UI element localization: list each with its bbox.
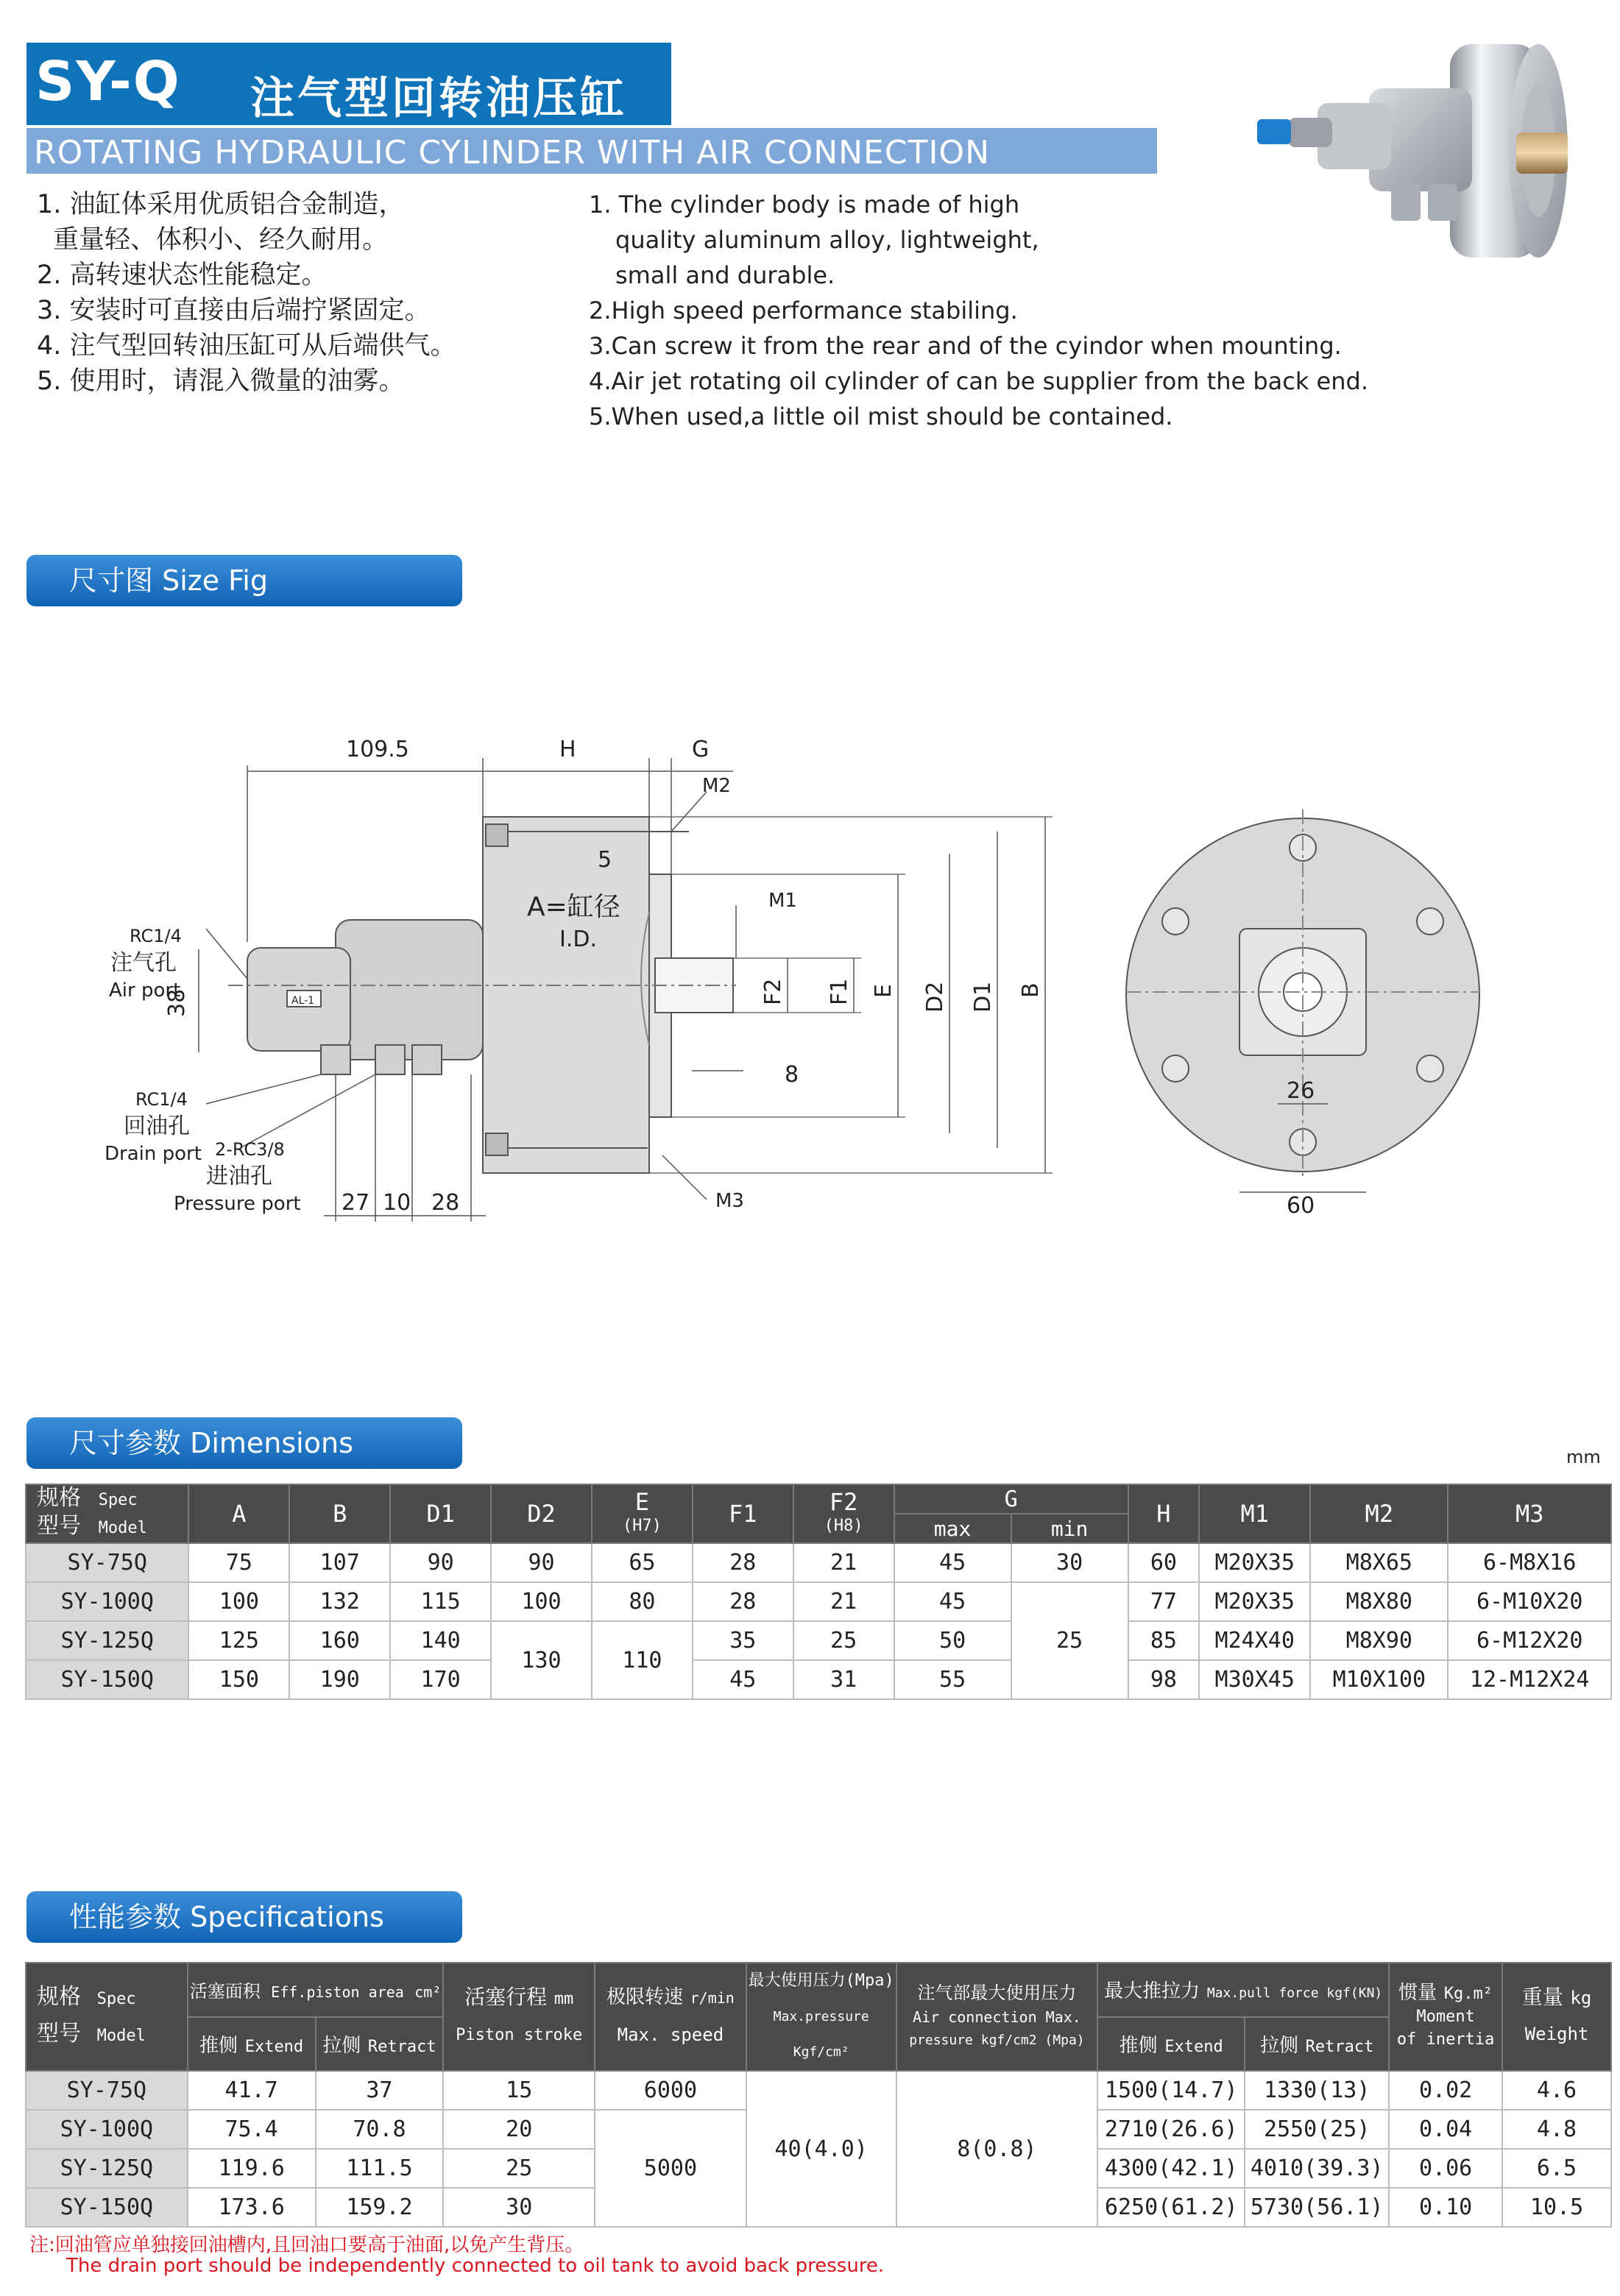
- header-inertia-en1: Moment: [1416, 2008, 1475, 2026]
- header-d2: D2: [491, 1484, 592, 1543]
- header-air-pressure: [896, 1963, 1098, 2071]
- cell-a: 75: [188, 1543, 289, 1582]
- cell-model: SY-125Q: [26, 1621, 188, 1660]
- features-english: [589, 187, 1368, 434]
- label-d2: D2: [922, 981, 948, 1013]
- cell-b: 160: [289, 1621, 390, 1660]
- feature-cn-line: 3. 安装时可直接由后端拧紧固定。: [37, 296, 431, 325]
- header-spec-model: [26, 1484, 188, 1543]
- header-extend-cn: 推侧: [199, 2034, 238, 2057]
- header-speed-en: Max. speed: [617, 2024, 724, 2045]
- cell-model: SY-150Q: [26, 1660, 188, 1699]
- header-pressure-en: Max.pressure Kgf/cm²: [773, 2009, 869, 2060]
- header-e-sub: (H7): [622, 1516, 662, 1535]
- cell-weight: 10.5: [1502, 2188, 1611, 2227]
- label-b: B: [1018, 982, 1044, 998]
- cell-f1: 45: [693, 1660, 793, 1699]
- cell-force-extend: 2710(26.6): [1097, 2110, 1245, 2149]
- label-e: E: [871, 984, 896, 998]
- cell-a: 100: [188, 1582, 289, 1621]
- cell-h: 98: [1128, 1660, 1200, 1699]
- cell-m3: 6-M10X20: [1448, 1582, 1611, 1621]
- dim-109-5: 109.5: [346, 737, 409, 762]
- header-area-unit: cm²: [414, 1983, 442, 2002]
- header-e: [592, 1484, 693, 1543]
- header-f2-sub: (H8): [824, 1516, 863, 1535]
- feature-en-line: 1. The cylinder body is made of high: [589, 191, 1020, 219]
- section-size-fig: 尺寸图 Size Fig: [26, 555, 462, 606]
- cell-m3: 6-M8X16: [1448, 1543, 1611, 1582]
- feature-cn-line: 4. 注气型回转油压缸可从后端供气。: [37, 331, 456, 361]
- header-model-cn: 型号: [37, 1513, 81, 1539]
- cell-d1: 115: [390, 1582, 491, 1621]
- cell-e: 110: [592, 1621, 693, 1699]
- header-speed: [595, 1963, 746, 2071]
- nameplate-text: AL-1: [291, 995, 315, 1007]
- header-spec-model: [26, 1963, 188, 2071]
- header-stroke-unit: mm: [553, 1990, 574, 2008]
- cell-b: 190: [289, 1660, 390, 1699]
- header-retract-en: Retract: [1305, 2037, 1374, 2056]
- cell-stroke: 20: [443, 2110, 595, 2149]
- label-rc14-air: RC1/4: [130, 926, 182, 946]
- label-drain-en: Drain port: [105, 1143, 202, 1165]
- label-f1: F1: [827, 978, 852, 1005]
- cell-stroke: 25: [443, 2149, 595, 2188]
- cell-f2: 31: [793, 1660, 894, 1699]
- header-d1: D1: [390, 1484, 491, 1543]
- cell-b: 107: [289, 1543, 390, 1582]
- cell-force-retract: 2550(25): [1245, 2110, 1389, 2149]
- dim-g: G: [692, 737, 710, 762]
- cell-d2: 130: [491, 1621, 592, 1699]
- cell-e: 65: [592, 1543, 693, 1582]
- cell-d2: 90: [491, 1543, 592, 1582]
- cell-model: SY-75Q: [26, 2071, 188, 2110]
- header-m3: M3: [1448, 1484, 1611, 1543]
- cell-f1: 28: [693, 1543, 793, 1582]
- label-m1: M1: [768, 890, 797, 912]
- header-speed-cn: 极限转速: [606, 1985, 683, 2008]
- header-pressure-cn: 最大使用压力(Mpa): [748, 1971, 894, 1990]
- model-title: SY-Q: [35, 50, 181, 113]
- cell-area-retract: 37: [316, 2071, 444, 2110]
- cell-max-pressure: 40(4.0): [746, 2071, 896, 2227]
- note-english: The drain port should be independently connected to oil tank to avoid back pressure.: [66, 2255, 885, 2277]
- label-rc14-drain: RC1/4: [135, 1089, 188, 1110]
- dim-10: 10: [383, 1190, 411, 1216]
- cell-force-retract: 1330(13): [1245, 2071, 1389, 2110]
- header-retract-cn: 拉侧: [322, 2034, 361, 2057]
- cell-area-extend: 173.6: [188, 2188, 316, 2227]
- cell-m1: M20X35: [1199, 1543, 1310, 1582]
- header-inertia-en2: of inertia: [1396, 2030, 1495, 2049]
- header-area-en: Eff.piston area: [271, 1983, 404, 2002]
- header-inertia-cn: 惯量: [1398, 1982, 1437, 2004]
- cell-e: 80: [592, 1582, 693, 1621]
- cell-h: 77: [1128, 1582, 1200, 1621]
- cell-force-retract: 5730(56.1): [1245, 2188, 1389, 2227]
- header-extend-cn: 推侧: [1119, 2034, 1158, 2057]
- header-stroke: [443, 1963, 595, 2071]
- cell-f2: 21: [793, 1543, 894, 1582]
- cell-m1: M30X45: [1199, 1660, 1310, 1699]
- feature-cn-line: 重量轻、体积小、经久耐用。: [53, 225, 389, 255]
- header-max-pressure: [746, 1963, 896, 2071]
- label-f2: F2: [760, 978, 786, 1005]
- header-stroke-en: Piston stroke: [456, 2026, 583, 2044]
- feature-cn-line: 2. 高转速状态性能稳定。: [37, 261, 328, 290]
- cell-m1: M24X40: [1199, 1621, 1310, 1660]
- cell-stroke: 15: [443, 2071, 595, 2110]
- cell-area-retract: 159.2: [316, 2188, 444, 2227]
- cell-h: 60: [1128, 1543, 1200, 1582]
- table-row: [26, 1582, 1611, 1621]
- cell-inertia: 0.10: [1389, 2188, 1502, 2227]
- header-force-en: Max.pull force kgf(KN): [1206, 1985, 1383, 2002]
- feature-en-line: 3.Can screw it from the rear and of the cyindor when mounting.: [589, 332, 1342, 360]
- cell-b: 132: [289, 1582, 390, 1621]
- cell-a: 125: [188, 1621, 289, 1660]
- cell-speed: 5000: [595, 2110, 746, 2227]
- dimension-drawing: [0, 721, 1620, 1251]
- cell-force-extend: 4300(42.1): [1097, 2149, 1245, 2188]
- table-row: [26, 2071, 1611, 2110]
- dim-27: 27: [342, 1190, 370, 1216]
- header-weight-cn: 重量: [1521, 1985, 1563, 2009]
- label-d1: D1: [970, 981, 996, 1013]
- cell-model: SY-100Q: [26, 2110, 188, 2149]
- label-pressure-en: Pressure port: [174, 1193, 301, 1215]
- cell-speed: 6000: [595, 2071, 746, 2110]
- cell-m3: 6-M12X20: [1448, 1621, 1611, 1660]
- cell-f1: 28: [693, 1582, 793, 1621]
- cell-force-extend: 1500(14.7): [1097, 2071, 1245, 2110]
- cell-weight: 4.8: [1502, 2110, 1611, 2149]
- header-g-min: min: [1011, 1514, 1128, 1543]
- cell-a: 150: [188, 1660, 289, 1699]
- label-id: I.D.: [559, 926, 598, 952]
- cell-h: 85: [1128, 1621, 1200, 1660]
- cell-d1: 140: [390, 1621, 491, 1660]
- cell-force-extend: 6250(61.2): [1097, 2188, 1245, 2227]
- cell-f2: 25: [793, 1621, 894, 1660]
- header-force-extend: [1097, 2017, 1245, 2072]
- header-m2: M2: [1310, 1484, 1448, 1543]
- cell-g-max: 45: [894, 1543, 1011, 1582]
- header-force-cn: 最大推拉力: [1104, 1980, 1200, 2003]
- cell-inertia: 0.04: [1389, 2110, 1502, 2149]
- header-spec-en: Spec: [96, 1989, 136, 2008]
- cell-m2: M8X90: [1310, 1621, 1448, 1660]
- unit-label: mm: [1566, 1447, 1601, 1467]
- cell-m2: M8X65: [1310, 1543, 1448, 1582]
- header-area-retract: [316, 2017, 444, 2072]
- section-dimensions: 尺寸参数 Dimensions: [26, 1417, 462, 1469]
- header-extend-en: Extend: [1164, 2037, 1223, 2056]
- cell-g-max: 50: [894, 1621, 1011, 1660]
- cell-model: SY-75Q: [26, 1543, 188, 1582]
- header-f2: [793, 1484, 894, 1543]
- cell-model: SY-150Q: [26, 2188, 188, 2227]
- label-m3: M3: [715, 1190, 744, 1212]
- cell-area-extend: 119.6: [188, 2149, 316, 2188]
- dim-26: 26: [1287, 1078, 1315, 1104]
- feature-en-line: quality aluminum alloy, lightweight,: [615, 226, 1039, 254]
- header-inertia-unit: Kg.m²: [1443, 1985, 1493, 2003]
- cell-model: SY-125Q: [26, 2149, 188, 2188]
- header-b: B: [289, 1484, 390, 1543]
- feature-en-line: 4.Air jet rotating oil cylinder of can be supplier from the back end.: [589, 367, 1368, 395]
- header-spec-cn: 规格: [37, 1983, 81, 2010]
- header-weight: [1502, 1963, 1611, 2071]
- label-bore: A=缸径: [527, 892, 620, 922]
- header-force-retract: [1245, 2017, 1389, 2072]
- cell-d2: 100: [491, 1582, 592, 1621]
- cell-g-max: 55: [894, 1660, 1011, 1699]
- table-row: [26, 1543, 1611, 1582]
- header-inertia: [1389, 1963, 1502, 2071]
- dim-h: H: [559, 737, 576, 762]
- header-model-en: Model: [98, 1519, 147, 1537]
- subtitle: ROTATING HYDRAULIC CYLINDER WITH AIR CONNECTION: [34, 134, 990, 171]
- header-retract-cn: 拉侧: [1260, 2034, 1299, 2057]
- section-specifications: 性能参数 Specifications: [26, 1891, 462, 1943]
- header-extend-en: Extend: [244, 2037, 304, 2056]
- header-m1: M1: [1199, 1484, 1310, 1543]
- dimensions-table: [25, 1484, 1612, 1700]
- header-f1: F1: [693, 1484, 793, 1543]
- note-chinese: 注:回油管应单独接回油槽内,且回油口要高于油面,以免产生背压。: [29, 2234, 584, 2256]
- cell-model: SY-100Q: [26, 1582, 188, 1621]
- cell-inertia: 0.02: [1389, 2071, 1502, 2110]
- dim-38: 38: [164, 988, 190, 1017]
- header-spec-cn: 规格: [37, 1485, 81, 1511]
- label-pressure-cn: 进油孔: [206, 1163, 272, 1189]
- cell-f1: 35: [693, 1621, 793, 1660]
- cell-weight: 4.6: [1502, 2071, 1611, 2110]
- header-area-extend: [188, 2017, 316, 2072]
- header-air-en1: Air connection Max.: [913, 2008, 1081, 2026]
- cell-g-min: 25: [1011, 1582, 1128, 1699]
- dim-28: 28: [431, 1190, 460, 1216]
- cell-air-pressure: 8(0.8): [896, 2071, 1098, 2227]
- specifications-table: [25, 1962, 1612, 2228]
- header-model-en: Model: [96, 2026, 146, 2045]
- header-e-label: E: [634, 1487, 649, 1516]
- header-h: H: [1128, 1484, 1200, 1543]
- header-piston-area: [188, 1963, 444, 2017]
- header-max-force: [1097, 1963, 1389, 2017]
- cell-area-retract: 111.5: [316, 2149, 444, 2188]
- cell-g-max: 45: [894, 1582, 1011, 1621]
- cell-d1: 90: [390, 1543, 491, 1582]
- label-drain-cn: 回油孔: [124, 1113, 190, 1139]
- label-rc38: 2-RC3/8: [215, 1139, 285, 1160]
- header-weight-en: Weight: [1524, 2024, 1589, 2044]
- cell-area-extend: 41.7: [188, 2071, 316, 2110]
- cell-weight: 6.5: [1502, 2149, 1611, 2188]
- dim-8: 8: [785, 1062, 799, 1088]
- feature-cn-line: 5. 使用时，请混入微量的油雾。: [37, 366, 405, 396]
- cell-m2: M10X100: [1310, 1660, 1448, 1699]
- table-row: [26, 1621, 1611, 1660]
- cell-force-retract: 4010(39.3): [1245, 2149, 1389, 2188]
- label-air-en: Air port: [109, 979, 181, 1002]
- dim-5: 5: [598, 847, 612, 873]
- cell-area-extend: 75.4: [188, 2110, 316, 2149]
- header-g-max: max: [894, 1514, 1011, 1543]
- header-model-cn: 型号: [37, 2020, 81, 2047]
- title-chinese: 注气型回转油压缸: [250, 73, 627, 124]
- cell-m2: M8X80: [1310, 1582, 1448, 1621]
- cell-m1: M20X35: [1199, 1582, 1310, 1621]
- table-row: [26, 1660, 1611, 1699]
- feature-en-line: 5.When used,a little oil mist should be contained.: [589, 403, 1173, 431]
- header-weight-unit: kg: [1570, 1988, 1592, 2008]
- feature-en-line: small and durable.: [615, 261, 835, 289]
- features-chinese: [37, 187, 456, 399]
- cell-d1: 170: [390, 1660, 491, 1699]
- header-air-en2: pressure kgf/cm2 (Mpa): [909, 2033, 1085, 2048]
- cell-area-retract: 70.8: [316, 2110, 444, 2149]
- cell-g-min: 30: [1011, 1543, 1128, 1582]
- header-retract-en: Retract: [367, 2037, 436, 2056]
- header-air-cn: 注气部最大使用压力: [917, 1983, 1077, 2003]
- cell-inertia: 0.06: [1389, 2149, 1502, 2188]
- header-area-cn: 活塞面积: [189, 1981, 261, 2002]
- header-spec-en: Spec: [98, 1491, 138, 1509]
- cell-f2: 21: [793, 1582, 894, 1621]
- header-f2-label: F2: [829, 1487, 858, 1516]
- feature-en-line: 2.High speed performance stabiling.: [589, 297, 1018, 325]
- header-a: A: [188, 1484, 289, 1543]
- header-g: G: [894, 1484, 1128, 1514]
- feature-cn-line: 1. 油缸体采用优质铝合金制造，: [37, 190, 405, 219]
- dim-60: 60: [1287, 1193, 1315, 1219]
- header-stroke-cn: 活塞行程: [464, 1985, 548, 2009]
- cell-m3: 12-M12X24: [1448, 1660, 1611, 1699]
- label-air-cn: 注气孔: [110, 950, 177, 976]
- header-speed-unit: r/min: [690, 1988, 735, 2007]
- cell-stroke: 30: [443, 2188, 595, 2227]
- label-m2: M2: [702, 775, 731, 797]
